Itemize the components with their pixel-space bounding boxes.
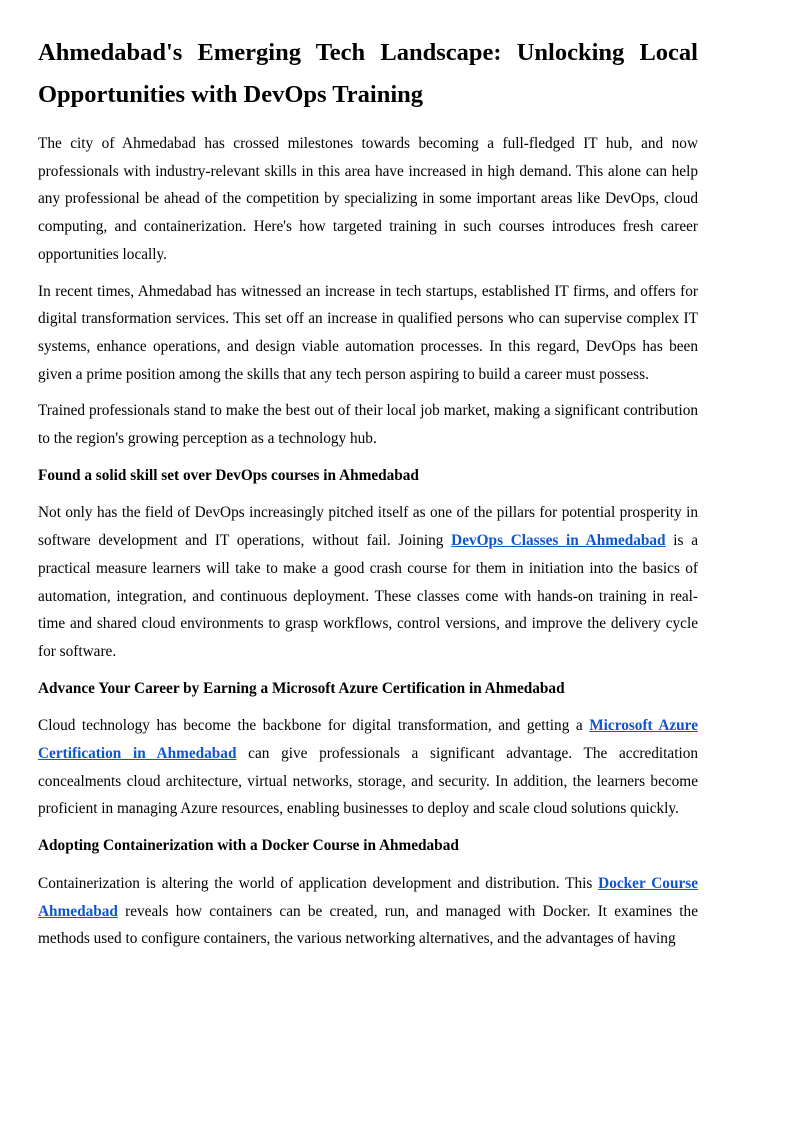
intro-paragraph-2: In recent times, Ahmedabad has witnessed an increase in tech startups, established IT firms, and offers for digital transformation services. This set off an increase in qualified persons who can supervise complex IT systems, enhance operations, and design viable automation processes. In this regard, DevOps has been given a prime position among the skills that any tech person aspiring to build a career must possess. — [38, 282, 698, 383]
azure-section-paragraph — [38, 712, 698, 823]
intro-paragraph-3: Trained professionals stand to make the best out of their local job market, making a significant contribution to the region's growing perception as a technology hub. — [38, 402, 698, 448]
devops-text-before: Not only has the field of DevOps increasingly pitched itself as one of the pillars for potential prosperity in software development and IT operations, without fail. Joining — [38, 504, 698, 550]
azure-text-before: Cloud technology has become the backbone for digital transformation, and getting a — [38, 717, 590, 735]
azure-certification-link[interactable]: Microsoft Azure Certification in Ahmedabad — [38, 717, 698, 763]
docker-text-after: reveals how containers can be created, run, and managed with Docker. It examines the methods used to configure containers, the various networking alternatives, and the advantages of having — [38, 902, 698, 948]
devops-section-heading: Found a solid skill set over DevOps courses in Ahmedabad — [38, 466, 419, 484]
azure-text-after: can give professionals a significant advantage. The accreditation concealments cloud architecture, virtual networks, storage, and security. In addition, the learners become proficient in managing Azure resources, enabling businesses to deploy and scale cloud solutions quickly. — [38, 745, 698, 818]
intro-paragraph-1: The city of Ahmedabad has crossed milestones towards becoming a full-fledged IT hub, and now professionals with industry-relevant skills in this area have increased in high demand. This alone can help any professional be ahead of the competition by specializing in some important areas like DevOps, cloud computing, and containerization. Here's how targeted training in such courses introduces fresh career opportunities locally. — [38, 135, 698, 263]
document-title: Ahmedabad's Emerging Tech Landscape: Unlocking Local Opportunities with DevOps Training — [38, 39, 698, 108]
docker-course-link[interactable]: Docker Course Ahmedabad — [38, 874, 698, 920]
devops-section-paragraph — [38, 499, 698, 665]
docker-section-paragraph — [38, 870, 698, 953]
docker-text-before: Containerization is altering the world of application development and distribution. This — [38, 874, 599, 892]
azure-section-heading: Advance Your Career by Earning a Microsoft Azure Certification in Ahmedabad — [38, 679, 565, 697]
devops-text-after: is a practical measure learners will take to make a good crash course for them in initiation into the basics of automation, integration, and continuous deployment. These classes come with hands-on training in real-time and shared cloud environments to grasp workflows, control versions, and improve the delivery cycle for software. — [38, 532, 698, 660]
document-page — [38, 32, 698, 962]
devops-classes-link[interactable]: DevOps Classes in Ahmedabad — [451, 532, 666, 550]
docker-section-heading: Adopting Containerization with a Docker Course in Ahmedabad — [38, 837, 459, 855]
